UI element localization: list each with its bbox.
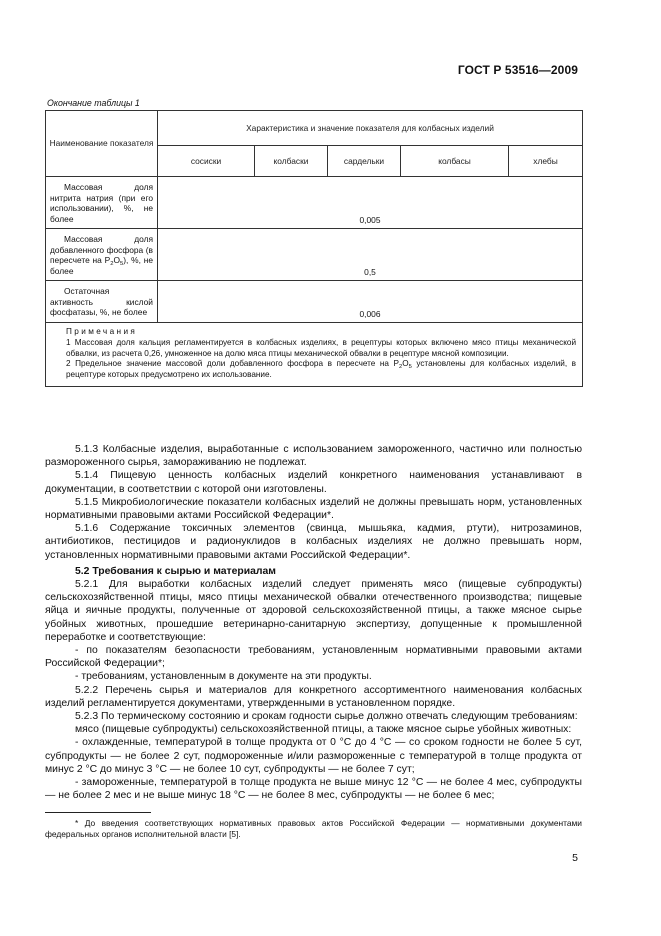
main-body-text	[45, 443, 582, 802]
section-heading-5-2: 5.2 Требования к сырью и материалам	[75, 565, 276, 577]
paragraph-5-2-1: 5.2.1 Для выработки колбасных изделий следует применять мясо (пищевые субпродукты) сельскохозяйственной птицы, мясо птицы механической обвалки отечественного производства; пищевые яйца и яичные продукты, полученные от здоровой сельскохозяйственной птицы, а также мясное сырье убойных животных, прошедшие ветеринарно-санитарную экспертизу, допущенные к промышленной переработке и соответствующие:	[45, 579, 582, 643]
table-notes	[46, 323, 583, 387]
row-value-phosphatase: 0,006	[158, 281, 583, 323]
note-1: 1 Массовая доля кальция регламентируется в колбасных изделиях, в рецептуры которых включено мясо птицы механической обвалки, из расчета 0,26, умноженное на долю мяса птицы механической обвалки в рецептуре мясной композиции.	[66, 337, 577, 358]
paragraph-5-1-6: 5.1.6 Содержание токсичных элементов (свинца, мышьяка, кадмия, ртути), нитрозаминов, антибиотиков, пестицидов и радионуклидов в колбасных изделиях не должно превышать норм, установленных нормативными правовыми актами Российской Федерации*.	[45, 523, 582, 561]
page-number: 5	[572, 852, 578, 864]
header-col-kolbasy: колбасы	[401, 146, 509, 177]
paragraph-5-1-5: 5.1.5 Микробиологические показатели колбасных изделий не должны превышать норм, установленных нормативными правовыми актами Российской Федерации*.	[45, 496, 582, 522]
table-row	[46, 281, 583, 323]
paragraph-5-1-4: 5.1.4 Пищевую ценность колбасных изделий конкретного наименования устанавливают в документации, в соответствии с которой они изготовлены.	[45, 470, 582, 495]
header-col-kolbaski: колбаски	[255, 146, 328, 177]
list-item-requirements: - требованиям, установленным в документе на эти продукты.	[75, 671, 372, 683]
row-name-phosphorus: Массовая доля добавленного фосфора (в пересчете на $P_2O_5$), %, не более	[46, 229, 158, 281]
document-code-header: ГОСТ Р 53516—2009	[457, 63, 578, 77]
indicators-table	[45, 110, 583, 387]
notes-title: Примечания	[66, 327, 138, 336]
header-indicator-name: Наименование показателя	[46, 111, 158, 177]
footnote	[45, 818, 582, 840]
header-col-sosiski: сосиски	[158, 146, 255, 177]
row-name-nitrite: Массовая доля нитрита натрия (при его использовании), %, не более	[46, 177, 158, 229]
paragraph-5-1-3: 5.1.3 Колбасные изделия, выработанные с использованием замороженного, частично или полностью размороженного сырья, замораживанию не подлежат.	[45, 444, 582, 469]
paragraph-5-2-2: 5.2.2 Перечень сырья и материалов для конкретного ассортиментного наименования колбасных изделий регламентируется документами, утвержденными в установленном порядке.	[45, 684, 582, 709]
header-col-sardelki: сардельки	[328, 146, 401, 177]
row-value-phosphorus: 0,5	[158, 229, 583, 281]
footnote-divider	[45, 812, 151, 813]
header-characteristic: Характеристика и значение показателя для колбасных изделий	[158, 111, 583, 146]
paragraph-meat: мясо (пищевые субпродукты) сельскохозяйственной птицы, а также мясное сырье убойных животных:	[75, 724, 572, 736]
footnote-text: * До введения соответствующих нормативных правовых актов Российской Федерации — нормативными документами федеральных органов исполнительной власти [5].	[45, 818, 582, 839]
table-caption: Окончание таблицы 1	[47, 98, 140, 108]
row-value-nitrite: 0,005	[158, 177, 583, 229]
table-row	[46, 177, 583, 229]
list-item-safety: - по показателям безопасности требованиям, установленным нормативными правовыми актами Российской Федерации*;	[45, 645, 582, 670]
list-item-chilled: - охлажденные, температурой в толще продукта от 0 °С до 4 °С — со сроком годности не более 5 сут, субпродукты — не более 2 сут, подмороженные и/или размороженные с температурой в толще продукта от минус 2 °С до минус 3 °С — не более 10 сут, субпродукты — не более 7 сут;	[45, 737, 582, 775]
paragraph-5-2-3: 5.2.3 По термическому состоянию и срокам годности сырье должно отвечать следующим требованиям:	[75, 711, 578, 723]
header-col-khleby: хлебы	[509, 146, 583, 177]
table-row	[46, 229, 583, 281]
row-name-phosphatase: Остаточная активность кислой фосфатазы, %, не более	[46, 281, 158, 323]
list-item-frozen: - замороженные, температурой в толще продукта не выше минус 12 °С — не более 4 мес, субпродукты — не более 2 мес и не выше минус 18 °С — не более 8 мес, субпродукты — не более 6 мес;	[45, 777, 582, 802]
note-2: 2 Предельное значение массовой доли добавленного фосфора в пересчете на $P_2O_5$ установлены для колбасных изделий, в рецептуре которых предусмотрено их использование.	[66, 359, 577, 380]
